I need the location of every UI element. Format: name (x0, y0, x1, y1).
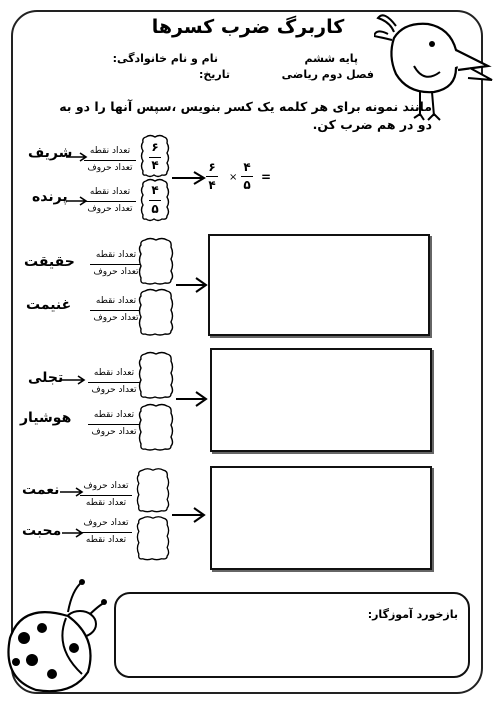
exercise-3-answer-box[interactable] (210, 466, 432, 570)
example-den-2: ۵ (151, 202, 159, 216)
product-left-num: ۶ (208, 160, 216, 174)
example-num-1: ۶ (151, 140, 159, 154)
exercise-1-word-1: حقیقت (24, 254, 75, 270)
dots-label: تعداد نقطه (93, 410, 135, 420)
ladybug-illustration (2, 578, 108, 696)
arrow-icon (176, 390, 208, 408)
exercise-2-word-1: تجلی (28, 370, 64, 386)
letters-label: تعداد حروف (87, 163, 133, 173)
dots-label: تعداد نقطه (89, 146, 131, 156)
example-den-1: ۴ (151, 158, 159, 172)
example-num-2: ۴ (151, 183, 159, 197)
fraction-template-reversed (80, 518, 132, 546)
grade-label: پایه ششم (304, 52, 358, 65)
dots-label: تعداد نقطه (85, 535, 127, 545)
exercise-1-word-2: غنیمت (26, 297, 72, 313)
wavy-answer-box[interactable] (136, 466, 170, 514)
dots-label: تعداد نقطه (95, 296, 137, 306)
page-title: کاربرگ ضرب کسرها (151, 16, 345, 38)
fraction-template (90, 250, 142, 278)
letters-label: تعداد حروف (91, 427, 137, 437)
exercise-2-answer-box[interactable] (210, 348, 432, 452)
exercise-3-word-1: نعمت (22, 482, 60, 498)
date-label: تاریخ: (198, 68, 230, 81)
product-right-den: ۵ (243, 178, 251, 192)
instruction-text: مانند نمونه برای هر کلمه یک کسر بنویس ،سپس آنها را دو به دو در هم ضرب کن. (59, 99, 432, 132)
letters-label: تعداد حروف (83, 518, 129, 528)
example-word-2: پرنده (32, 189, 68, 205)
teacher-feedback-box[interactable] (114, 592, 470, 678)
product-right-num: ۴ (243, 160, 251, 174)
wavy-answer-box[interactable] (138, 288, 174, 336)
product-left-den: ۴ (208, 178, 216, 192)
arrow-icon (60, 375, 86, 385)
dots-label: تعداد نقطه (89, 187, 131, 197)
fraction-template (88, 368, 140, 396)
letters-label: تعداد حروف (83, 481, 129, 491)
dots-label: تعداد نقطه (85, 498, 127, 508)
chapter-label: فصل دوم ریاضی (281, 68, 374, 81)
times-sign: × (229, 172, 238, 183)
letters-label: تعداد حروف (91, 385, 137, 395)
example-word-1: شریف (28, 145, 73, 161)
equals-sign: = (261, 170, 272, 184)
exercise-1-answer-box[interactable] (208, 234, 430, 336)
dots-label: تعداد نقطه (93, 368, 135, 378)
wavy-answer-box[interactable] (138, 402, 174, 452)
exercise-2-word-2: هوشیار (20, 410, 72, 426)
fraction-template (84, 187, 136, 215)
exercise-3-word-2: محبت (22, 523, 62, 539)
arrow-icon (172, 170, 206, 186)
letters-label: تعداد حروف (93, 313, 139, 323)
fraction-template (90, 296, 142, 324)
fraction-template (84, 146, 136, 174)
wavy-answer-box[interactable] (136, 514, 170, 562)
arrow-icon (172, 506, 206, 524)
fraction-template (88, 410, 140, 438)
arrow-icon (176, 276, 208, 294)
fraction-template-reversed (80, 481, 132, 509)
feedback-label: بازخورد آموزگار: (367, 608, 458, 621)
letters-label: تعداد حروف (87, 204, 133, 214)
wavy-answer-box[interactable] (138, 350, 174, 400)
wavy-answer-box[interactable] (138, 237, 174, 285)
dots-label: تعداد نقطه (95, 250, 137, 260)
letters-label: تعداد حروف (93, 267, 139, 277)
name-label: نام و نام خانوادگی: (112, 52, 218, 65)
